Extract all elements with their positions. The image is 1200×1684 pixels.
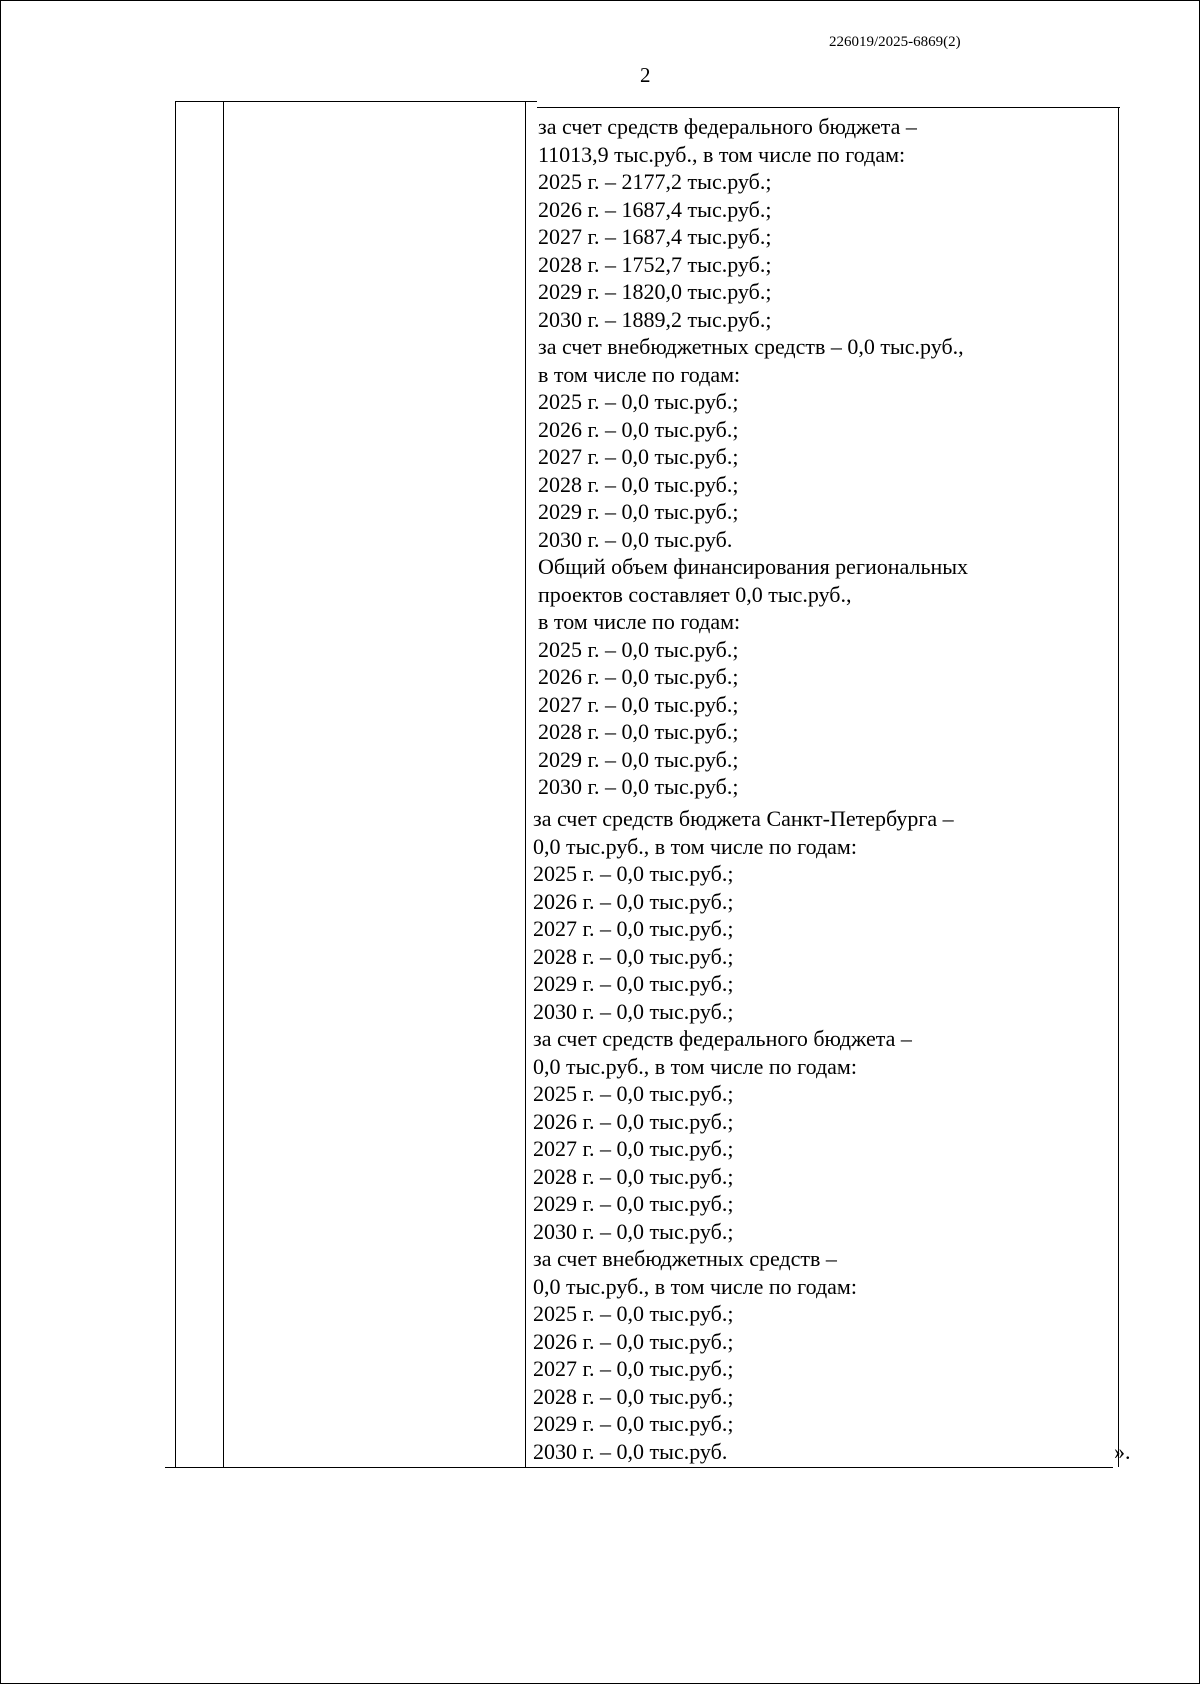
text-line: за счет средств федерального бюджета – xyxy=(538,114,917,139)
text-line: 2027 г. – 0,0 тыс.руб.; xyxy=(533,1136,734,1161)
text-line: 2029 г. – 0,0 тыс.руб.; xyxy=(533,1191,734,1216)
text-line: 0,0 тыс.руб., в том числе по годам: xyxy=(533,1053,857,1079)
page-number: 2 xyxy=(640,63,651,87)
text-line: 2025 г. – 0,0 тыс.руб.; xyxy=(538,389,739,414)
text-line: 2029 г. – 0,0 тыс.руб.; xyxy=(533,1411,734,1436)
text-line: 2029 г. – 0,0 тыс.руб.; xyxy=(538,499,739,524)
text-line: в том числе по годам: xyxy=(538,361,741,387)
financing-text-block-1 xyxy=(538,113,968,801)
text-line: 2028 г. – 0,0 тыс.руб.; xyxy=(533,943,734,969)
text-line: 2026 г. – 1687,4 тыс.руб.; xyxy=(538,196,772,222)
text-line: 2030 г. – 0,0 тыс.руб.; xyxy=(533,1218,734,1244)
text-line: за счет средств бюджета Санкт-Петербурга – xyxy=(533,806,954,831)
text-line: 2025 г. – 0,0 тыс.руб.; xyxy=(533,861,734,886)
text-line: 2028 г. – 0,0 тыс.руб.; xyxy=(533,1163,734,1189)
text-line: 2030 г. – 0,0 тыс.руб. xyxy=(538,526,733,552)
table-left-border xyxy=(175,101,176,1467)
table-top-border-left xyxy=(175,101,537,102)
column-divider-2 xyxy=(525,101,526,1467)
document-number: 226019/2025-6869(2) xyxy=(829,34,961,50)
text-line: в том числе по годам: xyxy=(538,609,741,634)
text-line: 2026 г. – 0,0 тыс.руб.; xyxy=(533,1108,734,1134)
text-line: 2029 г. – 1820,0 тыс.руб.; xyxy=(538,279,772,304)
text-line: за счет внебюджетных средств – xyxy=(533,1246,837,1271)
text-line: 2027 г. – 0,0 тыс.руб.; xyxy=(533,916,734,941)
table-bottom-border xyxy=(165,1467,1113,1468)
closing-quote: ». xyxy=(1114,1439,1131,1464)
text-line: 2029 г. – 0,0 тыс.руб.; xyxy=(538,746,739,772)
text-line: 2028 г. – 1752,7 тыс.руб.; xyxy=(538,251,772,277)
table-right-border xyxy=(1118,107,1119,1467)
text-line: 2028 г. – 0,0 тыс.руб.; xyxy=(533,1383,734,1409)
text-line: 0,0 тыс.руб., в том числе по годам: xyxy=(533,833,857,859)
table-top-border-right xyxy=(537,107,1120,108)
financing-text-block-2 xyxy=(533,805,954,1465)
text-line: Общий объем финансирования региональных xyxy=(538,554,969,579)
text-line: 2026 г. – 0,0 тыс.руб.; xyxy=(538,416,739,442)
column-divider-1 xyxy=(223,101,224,1467)
text-line: 2027 г. – 1687,4 тыс.руб.; xyxy=(538,224,772,249)
text-line: 2026 г. – 0,0 тыс.руб.; xyxy=(538,664,739,689)
text-line: 2027 г. – 0,0 тыс.руб.; xyxy=(533,1356,734,1381)
text-line: 2027 г. – 0,0 тыс.руб.; xyxy=(538,691,739,717)
text-line: 2030 г. – 0,0 тыс.руб.; xyxy=(533,998,734,1024)
text-line: 11013,9 тыс.руб., в том числе по годам: xyxy=(538,141,906,167)
text-line: 2028 г. – 0,0 тыс.руб.; xyxy=(538,719,739,744)
text-line: 2030 г. – 0,0 тыс.руб.; xyxy=(538,774,739,799)
text-line: 2025 г. – 0,0 тыс.руб.; xyxy=(533,1081,734,1106)
text-line: 2030 г. – 1889,2 тыс.руб.; xyxy=(538,306,772,332)
text-line: 2025 г. – 0,0 тыс.руб.; xyxy=(533,1301,734,1326)
text-line: 0,0 тыс.руб., в том числе по годам: xyxy=(533,1273,857,1299)
text-line: проектов составляет 0,0 тыс.руб., xyxy=(538,581,852,607)
text-line: 2026 г. – 0,0 тыс.руб.; xyxy=(533,1328,734,1354)
text-line: 2025 г. – 2177,2 тыс.руб.; xyxy=(538,169,772,194)
text-line: 2029 г. – 0,0 тыс.руб.; xyxy=(533,971,734,996)
text-line: 2030 г. – 0,0 тыс.руб. xyxy=(533,1438,728,1464)
text-line: 2028 г. – 0,0 тыс.руб.; xyxy=(538,471,739,497)
text-line: за счет внебюджетных средств – 0,0 тыс.руб., xyxy=(538,334,964,359)
text-line: 2027 г. – 0,0 тыс.руб.; xyxy=(538,444,739,469)
text-line: за счет средств федерального бюджета – xyxy=(533,1026,912,1051)
text-line: 2025 г. – 0,0 тыс.руб.; xyxy=(538,636,739,662)
text-line: 2026 г. – 0,0 тыс.руб.; xyxy=(533,888,734,914)
